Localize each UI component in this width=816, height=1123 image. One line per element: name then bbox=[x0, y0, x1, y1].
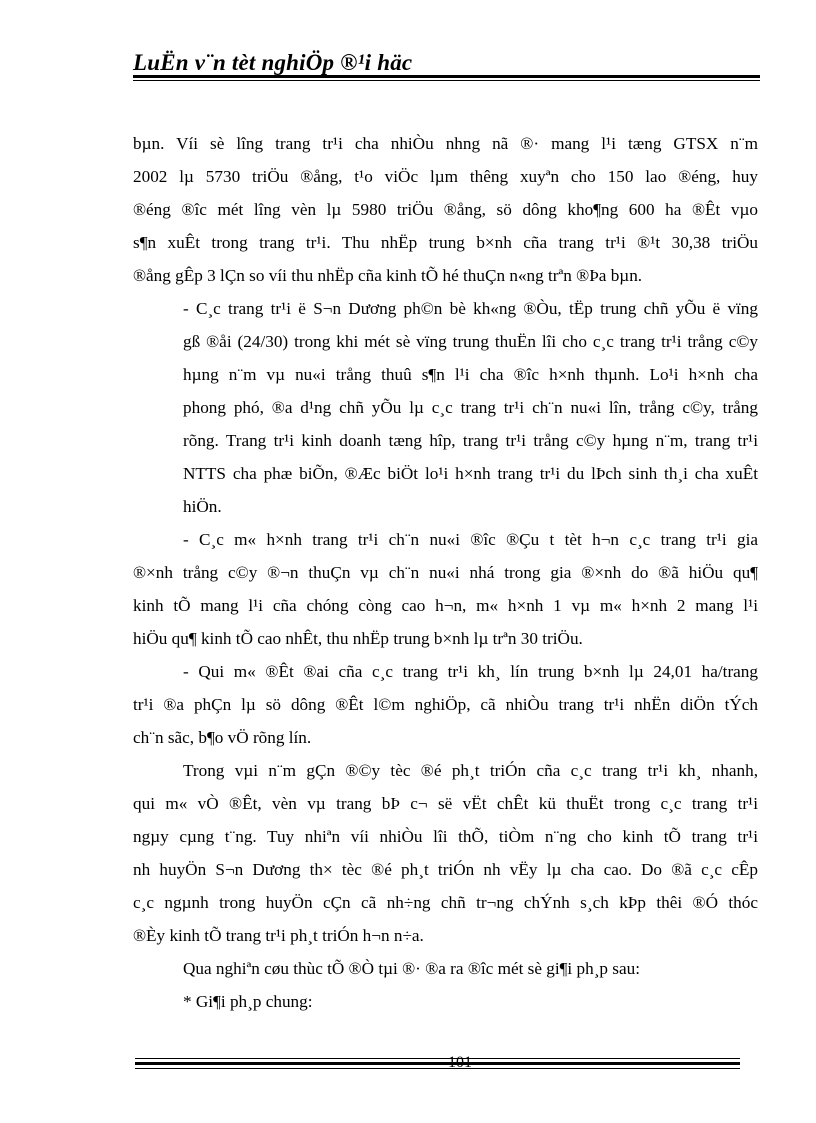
text-line: ®×nh trång c©y ®¬n thuÇn vµ ch¨n nu«i nhá trong gia ®×nh do ®ã hiÖu qu¶ bbox=[133, 563, 758, 582]
text-line: - Qui m« ®Êt ®ai cña c¸c trang tr¹i kh¸ lín trung b×nh lµ 24,01 ha/trang bbox=[183, 662, 758, 681]
header-rule-thin bbox=[133, 80, 760, 81]
text-line: - C¸c m« h×nh trang tr¹i ch¨n nu«i ®îc ®Çu t tèt h¬n c¸c trang tr¹i gia bbox=[183, 530, 758, 549]
text-line: ®éng ®îc mét lîng vèn lµ 5980 triÖu ®ång, sö dông kho¶ng 600 ha ®Êt vµo bbox=[133, 200, 758, 219]
paragraph bbox=[133, 985, 758, 1018]
paragraph bbox=[133, 127, 758, 292]
text-line: kinh tÕ mang l¹i cña chóng còng cao h¬n, m« h×nh 1 vµ m« h×nh 2 mang l¹i bbox=[133, 596, 758, 615]
text-line: ®Èy kinh tÕ trang tr¹i ph¸t triÓn h¬n n÷a. bbox=[133, 926, 424, 945]
paragraph bbox=[133, 655, 758, 754]
text-line: bµn. Víi sè lîng trang tr¹i cha nhiÒu nhng nã ®· mang l¹i tæng GTSX n¨m bbox=[133, 134, 758, 153]
text-line: nh huyÖn S¬n Dương th× tèc ®é ph¸t triÓn nh vËy lµ cha cao. Do ®ã c¸c cÊp bbox=[133, 860, 758, 879]
text-line: tr¹i ®a phÇn lµ sö dông ®Êt l©m nghiÖp, cã nhiÒu trang tr¹i nhËn diÖn tÝch bbox=[133, 695, 758, 714]
paragraph bbox=[133, 292, 758, 523]
text-line: gß ®åi (24/30) trong khi mét sè vïng trung thuËn lîi cho c¸c trang tr¹i trång c©y bbox=[183, 332, 758, 351]
text-line: ch¨n sãc, b¶o vÖ rõng lín. bbox=[133, 728, 312, 747]
text-line: 2002 lµ 5730 triÖu ®ång, t¹o viÖc lµm thêng xuyªn cho 150 lao ®éng, huy bbox=[133, 167, 758, 186]
header-rule-thick bbox=[133, 75, 760, 78]
text-line: hµng n¨m vµ nu«i trång thuû s¶n l¹i cha ®îc h×nh thµnh. Lo¹i h×nh cha bbox=[183, 365, 758, 384]
text-line: ngµy cµng t¨ng. Tuy nhiªn víi nhiÒu lîi thÕ, tiÒm n¨ng cho kinh tÕ trang tr¹i bbox=[133, 827, 758, 846]
text-line: qui m« vÒ ®Êt, vèn vµ trang bÞ c¬ së vËt chÊt kü thuËt trong c¸c trang tr¹i bbox=[133, 794, 758, 813]
text-line: hiÖn. bbox=[183, 497, 222, 516]
text-line: ®ång gÊp 3 lÇn so víi thu nhËp cña kinh tÕ hé thuÇn n«ng trªn ®Þa bµn. bbox=[133, 266, 643, 285]
text-line: * Gi¶i ph¸p chung: bbox=[183, 992, 313, 1011]
text-line: rõng. Trang tr¹i kinh doanh tæng hîp, trang tr¹i trång c©y hµng n¨m, trang tr¹i bbox=[183, 431, 758, 450]
body-text bbox=[133, 127, 758, 1018]
page-number: 101 bbox=[448, 1054, 472, 1071]
paragraph bbox=[133, 523, 758, 655]
text-line: NTTS cha phæ biÕn, ®Æc biÖt lo¹i h×nh trang tr¹i du lÞch sinh th¸i cha xuÊt bbox=[183, 464, 758, 483]
text-line: phong phó, ®a d¹ng chñ yÕu lµ c¸c trang tr¹i ch¨n nu«i lîn, trång c©y, trång bbox=[183, 398, 758, 417]
text-line: - C¸c trang tr¹i ë S¬n Dương ph©n bè kh«ng ®Òu, tËp trung chñ yÕu ë vïng bbox=[183, 299, 758, 318]
paragraph bbox=[133, 952, 758, 985]
text-line: hiÖu qu¶ kinh tÕ cao nhÊt, thu nhËp trung b×nh lµ trªn 30 triÖu. bbox=[133, 629, 583, 648]
text-line: s¶n xuÊt trong trang tr¹i. Thu nhËp trung b×nh cña trang tr¹i ®¹t 30,38 triÖu bbox=[133, 233, 758, 252]
text-line: Qua nghiªn cøu thùc tÕ ®Ò tµi ®· ®a ra ®îc mét sè gi¶i ph¸p sau: bbox=[183, 959, 640, 978]
paragraph bbox=[133, 754, 758, 952]
text-line: c¸c ngµnh trong huyÖn cÇn cã nh÷ng chñ tr¬ng chÝnh s¸ch kÞp thêi ®Ó thóc bbox=[133, 893, 758, 912]
text-line: Trong vµi n¨m gÇn ®©y tèc ®é ph¸t triÓn cña c¸c trang tr¹i kh¸ nhanh, bbox=[183, 761, 758, 780]
running-header-title: LuËn v¨n tèt nghiÖp ®¹i häc bbox=[133, 50, 413, 75]
